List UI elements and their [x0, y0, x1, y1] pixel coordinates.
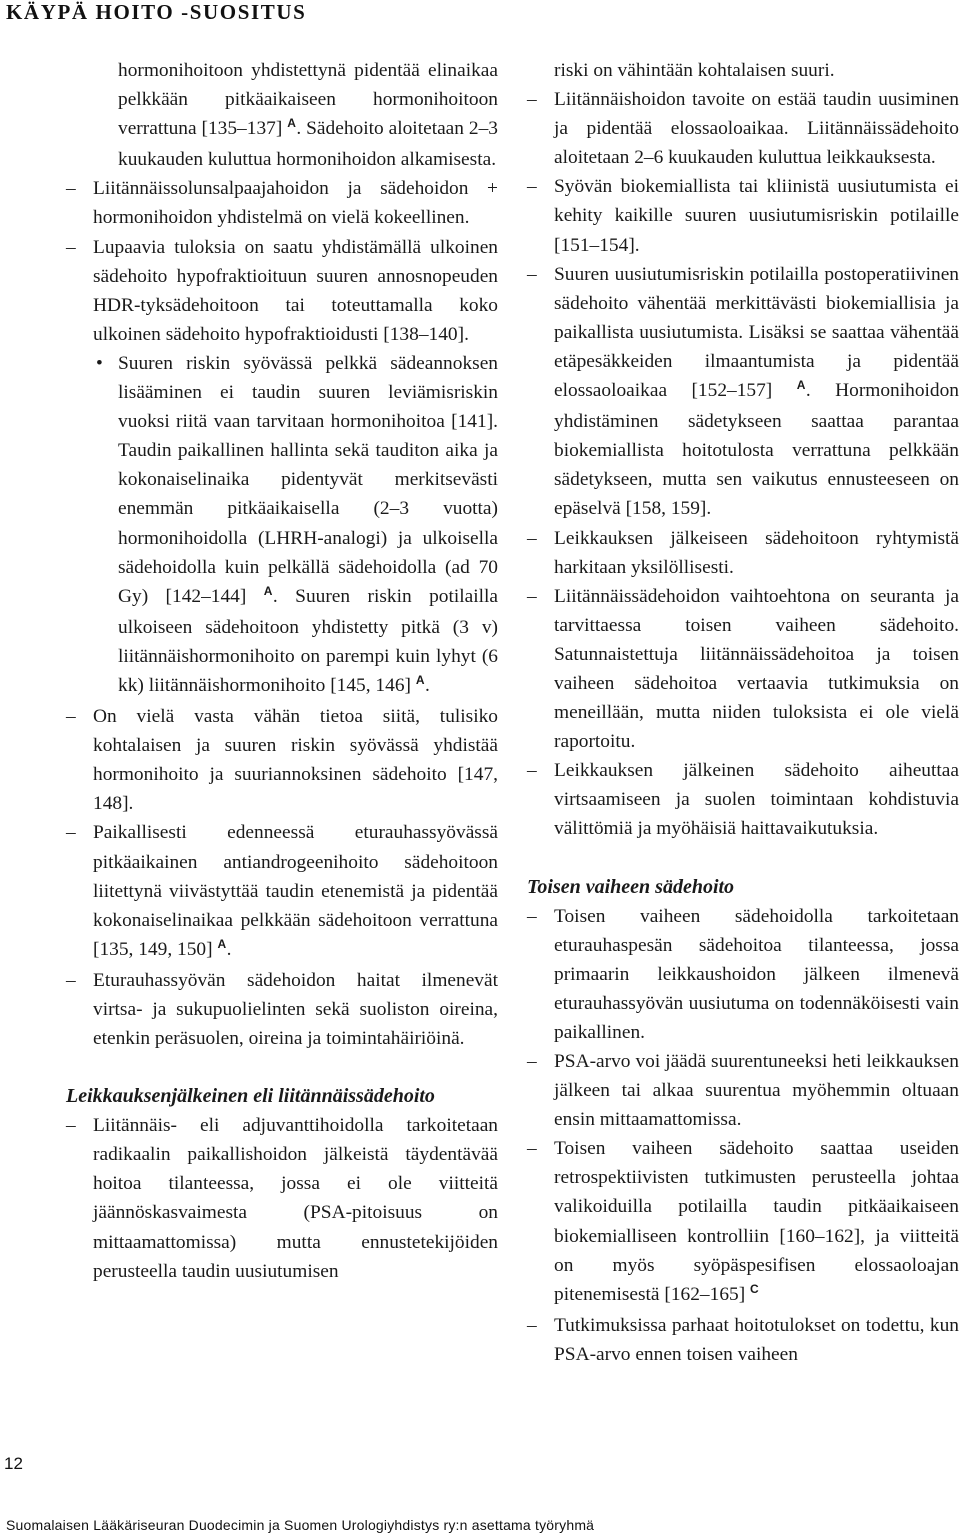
evidence-grade: A [415, 672, 426, 687]
dash-list-item [527, 1311, 959, 1369]
item-text: . [226, 938, 232, 960]
item-text: Tutkimuksissa parhaat hoitotulokset on todettu, kun PSA-arvo ennen toisen vaiheen [554, 1314, 959, 1365]
bullet-list-item [66, 349, 498, 702]
item-text: PSA-arvo voi jäädä suurentuneeksi heti leikkauksen jälkeen tai alkaa suurentua myöhemmin oltuaan ensin mittaamattomissa. [554, 1051, 959, 1131]
dash-marker: – [66, 822, 76, 844]
evidence-grade: A [796, 378, 806, 393]
item-text: . Suuren riskin potilailla ulkoiseen sädehoitoon yhdistetty pitkä (3 v) liitännäishormonihoito on parempi kuin lyhyt (6 kk) liitännäishormonihoito [145, 146] [118, 585, 498, 696]
section-heading: Toisen vaiheen sädehoito [527, 875, 735, 898]
evidence-grade: A [263, 583, 273, 598]
item-text: Suuren uusiutumisriskin potilailla postoperatiivinen sädehoito vähentää merkittävästi biokemiallisia ja paikallista uusiutumista. Lisäksi se saattaa vähentää etäpesäkkeiden ilmaantumista ja pidentää elossaoloaikaa [152–157] [554, 263, 959, 402]
dash-list-item [527, 85, 959, 172]
right-column [527, 56, 959, 1369]
dash-list-item [527, 1047, 959, 1134]
evidence-grade: A [217, 936, 227, 951]
dash-list-item [527, 902, 959, 1047]
item-text: . [425, 674, 430, 696]
item-text: Leikkauksen jälkeinen sädehoito aiheuttaa virtsaamiseen ja suolen toimintaan kohdistuvia välittömiä ja myöhäisiä haittavaikutuksia. [554, 760, 959, 840]
dash-marker: – [66, 178, 76, 200]
dash-list-item [527, 524, 959, 582]
item-text: On vielä vasta vähän tietoa siitä, tulisiko kohtalaisen ja suuren riskin syövässä yhdistää hormonihoito ja suuriannoksinen sädehoito [147, 148]. [93, 706, 498, 815]
bullet-marker: • [96, 352, 103, 374]
dash-list-item [66, 818, 498, 965]
dash-marker: – [66, 706, 76, 728]
item-text: Eturauhassyövän sädehoidon haitat ilmenevät virtsa- ja sukupuolielinten sekä suoliston oireina, etenkin peräsuolen, oireina ja toimintahäiriöinä. [93, 969, 498, 1050]
dash-continuation [527, 56, 959, 85]
dash-list-item [66, 702, 498, 818]
dash-marker: – [66, 236, 76, 258]
item-text: Suuren riskin syövässä pelkkä sädeannoksen lisääminen ei taudin suuren leviämisriskin vuoksi riitä vaan tarvitaan hormonihoitoa [141]. Taudin paikallinen hallinta sekä tauditon aika ja kokonaiselinaika pidentyvät merkitsevästi enemmän pitkäaikaisella (2–3 vuotta) hormonihoidolla (LHRH-analogi) ja ulkoisella sädehoidolla kuin pelkällä sädehoidolla (ad 70 Gy) [142–144] [118, 352, 498, 607]
dash-marker: – [66, 1115, 76, 1137]
item-text: Syövän biokemiallista tai kliinistä uusiutumista ei kehity kaikille suuren uusiutumisriskin potilaille [151–154]. [554, 176, 959, 256]
left-column [66, 56, 498, 1286]
item-text: Liitännäissädehoidon vaihtoehtona on seuranta ja tarvittaessa toisen vaiheen sädehoito. Satunnaistettuja liitännäissädehoitoa ja toisen vaiheen sädehoitoa vertaavia tutkimuksia on meneillään, mutta niiden tuloksista ei ole vielä raportoitu. [554, 585, 959, 753]
item-text: Leikkauksen jälkeiseen sädehoitoon ryhtymistä harkitaan yksilöllisesti. [554, 527, 959, 578]
dash-marker: – [527, 585, 537, 607]
dash-marker: – [527, 176, 537, 198]
item-text: Liitännäis- eli adjuvanttihoidolla tarkoitetaan radikaalin paikallishoidon jälkeistä täydentävää hoitoa tilanteessa, jossa ei ole viitteitä jäännöskasvaimesta (PSA-pitoisuus on mittaamattomissa) mutta ennustetekijöiden perusteella taudin uusiutumisen [93, 1115, 498, 1282]
item-text: Liitännäishoidon tavoite on estää taudin uusiminen ja pidentää elossaoloaikaa. Liitännäissädehoito aloitetaan 2–6 kuukauden kuluttua leikkauksesta. [554, 89, 959, 169]
item-text: Toisen vaiheen sädehoidolla tarkoitetaan eturauhaspesän sädehoitoa tilanteessa, jossa primaarin leikkaushoidon jälkeen ilmenevä eturauhassyövän uusiutuma on todennäköisesti vain paikallinen. [554, 905, 959, 1043]
item-text: Liitännäissolunsalpaajahoidon ja sädehoidon + hormonihoidon yhdistelmä on vielä kokeellinen. [93, 178, 498, 229]
evidence-grade: C [750, 1281, 760, 1296]
dash-list-item [66, 966, 498, 1053]
dash-list-item [66, 233, 498, 349]
paragraph-text: hormonihoitoon yhdistettynä pidentää elinaikaa pelkkään pitkäaikaiseen hormonihoitoon verrattuna [135–137] [118, 60, 498, 140]
evidence-grade: A [287, 116, 297, 131]
dash-list-item [527, 260, 959, 524]
dash-marker: – [527, 1051, 537, 1072]
item-text: . Hormonihoidon yhdistäminen sädetykseen saattaa parantaa biokemiallista hoitotulosta verrattuna pelkkään sädetykseen, mutta sen vaikutus ennusteeseen on epäselvä [158, 159]. [554, 380, 959, 520]
dash-marker: – [527, 1314, 537, 1336]
bullet-continuation [66, 56, 498, 174]
dash-list-item [527, 582, 959, 757]
dash-list-item [527, 172, 959, 259]
dash-marker: – [527, 1138, 537, 1160]
page-number: 12 [4, 1454, 23, 1473]
item-text: riski on vähintään kohtalaisen suuri. [554, 60, 835, 81]
item-text: Toisen vaiheen sädehoito saattaa useiden retrospektiivisten tutkimusten perusteella johtaa valikoiduilla potilailla taudin pitkäaikaiseen biokemialliseen kontrolliin [160–162], ja viitteitä on myös syöpäspesifisen elossaoloajan pitenemisestä [162–165] [554, 1138, 959, 1305]
section-heading: Leikkauksenjälkeinen eli liitännäissädehoito [66, 1085, 435, 1108]
dash-marker: – [527, 89, 537, 111]
dash-list-item [527, 756, 959, 843]
dash-marker: – [527, 760, 537, 782]
dash-list-item [66, 174, 498, 232]
item-text: Paikallisesti edenneessä eturauhassyövässä pitkäaikainen antiandrogeenihoito sädehoitoon liitettynä viivästyttää taudin etenemistä ja pidentää kokonaiselinaikaa pelkkään sädehoitoon verrattuna [135, 149, 150] [93, 822, 498, 960]
footer-credit: Suomalaisen Lääkäriseuran Duodecimin ja Suomen Urologiyhdistys ry:n asettama työryhmä [6, 1517, 595, 1533]
dash-marker: – [527, 263, 537, 285]
dash-marker: – [66, 969, 76, 991]
running-header: KÄYPÄ HOITO -SUOSITUS [6, 0, 307, 24]
dash-list-item [66, 1111, 498, 1286]
item-text: Lupaavia tuloksia on saatu yhdistämällä ulkoinen sädehoito hypofraktioituun suuren annosnopeuden HDR-tyksädehoitoon tai toteuttamalla koko ulkoinen sädehoito hypofraktioidusti [138–140]. [93, 236, 498, 345]
dash-list-item [527, 1134, 959, 1311]
dash-marker: – [527, 905, 537, 927]
paragraph-text: . Sädehoito aloitetaan 2–3 kuukauden kuluttua hormonihoidon alkamisesta. [118, 118, 498, 171]
dash-marker: – [527, 527, 537, 549]
